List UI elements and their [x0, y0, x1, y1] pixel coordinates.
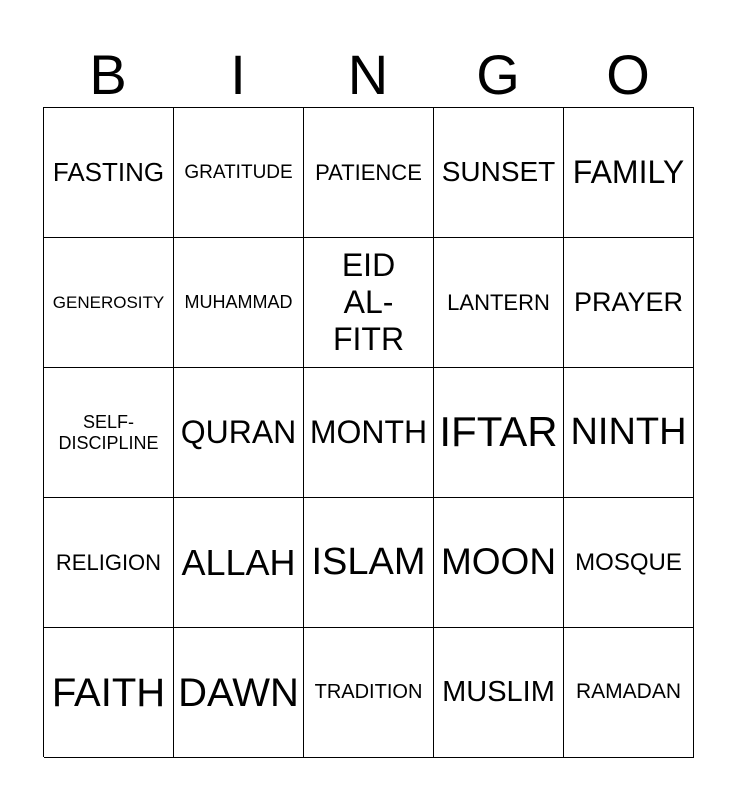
cell-text: FAMILY — [572, 154, 685, 191]
cell-text: NINTH — [570, 410, 687, 453]
cell-text: MOSQUE — [575, 548, 682, 576]
bingo-cell[interactable] — [434, 628, 564, 758]
cell-text: MUSLIM — [442, 675, 555, 708]
bingo-cell[interactable] — [304, 628, 434, 758]
bingo-cell[interactable] — [304, 368, 434, 498]
cell-text: SELF-DISCIPLINE — [58, 411, 159, 453]
bingo-cell[interactable] — [174, 628, 304, 758]
bingo-cell[interactable] — [44, 238, 174, 368]
cell-text: LANTERN — [447, 289, 550, 315]
bingo-cell[interactable] — [44, 368, 174, 498]
bingo-cell[interactable] — [564, 498, 694, 628]
cell-text: PRAYER — [573, 286, 684, 317]
cell-text: RAMADAN — [575, 680, 681, 704]
bingo-cell[interactable] — [174, 238, 304, 368]
cell-text: GENEROSITY — [52, 292, 165, 312]
header-letter-n: N — [347, 43, 389, 106]
cell-text: PATIENCE — [315, 159, 422, 185]
cell-text: ISLAM — [311, 540, 426, 583]
cell-text: RELIGION — [55, 549, 162, 575]
bingo-cell[interactable] — [304, 238, 434, 368]
bingo-cell[interactable] — [434, 368, 564, 498]
cell-text: MONTH — [309, 414, 428, 451]
bingo-cell[interactable] — [44, 108, 174, 238]
header-letter-b: B — [89, 43, 127, 106]
bingo-cell[interactable] — [304, 498, 434, 628]
cell-text: QURAN — [180, 414, 297, 451]
cell-text: MUHAMMAD — [184, 292, 293, 313]
cell-text: DAWN — [178, 670, 299, 715]
bingo-cell[interactable] — [44, 498, 174, 628]
bingo-cell[interactable] — [304, 108, 434, 238]
cell-text: EID AL-FITR — [332, 247, 405, 357]
header-letter-g: G — [476, 43, 520, 106]
cell-text: GRATITUDE — [184, 161, 293, 183]
cell-text: TRADITION — [314, 681, 423, 703]
cell-text: ALLAH — [181, 541, 296, 583]
bingo-cell[interactable] — [174, 108, 304, 238]
cell-text: FAITH — [51, 670, 166, 715]
bingo-cell[interactable] — [174, 498, 304, 628]
cell-text: FASTING — [52, 156, 165, 187]
bingo-cell[interactable] — [174, 368, 304, 498]
cell-text: IFTAR — [439, 408, 558, 456]
bingo-cell[interactable] — [564, 628, 694, 758]
bingo-board — [43, 107, 694, 757]
bingo-cell[interactable] — [434, 238, 564, 368]
bingo-cell[interactable] — [44, 628, 174, 758]
bingo-cell[interactable] — [434, 498, 564, 628]
cell-text: MOON — [440, 541, 557, 583]
cell-text: SUNSET — [441, 156, 556, 188]
header-letter-o: O — [606, 43, 650, 106]
bingo-header — [43, 42, 693, 108]
bingo-cell[interactable] — [564, 108, 694, 238]
bingo-cell[interactable] — [564, 238, 694, 368]
bingo-cell[interactable] — [564, 368, 694, 498]
bingo-cell[interactable] — [434, 108, 564, 238]
header-letter-i: I — [230, 43, 246, 106]
